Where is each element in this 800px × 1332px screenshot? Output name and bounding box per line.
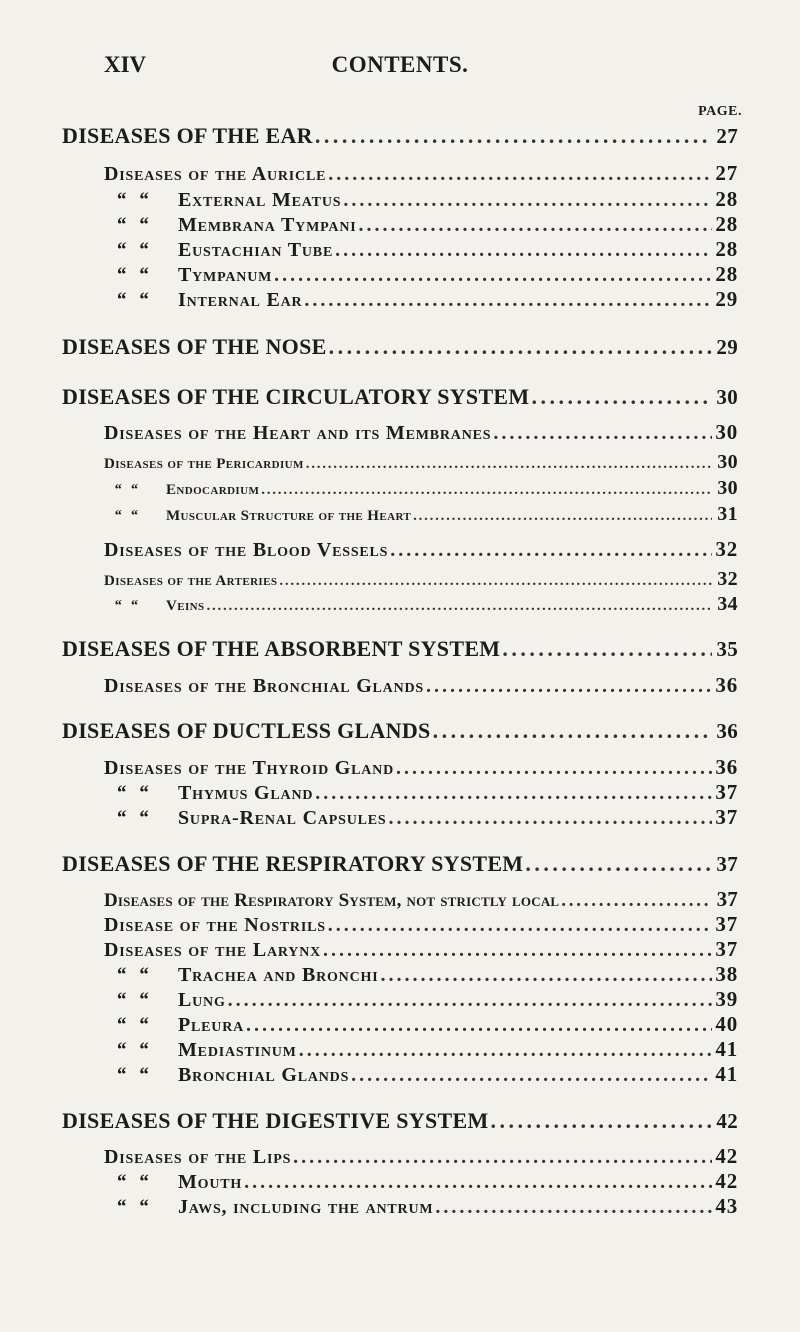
ditto-mark: “ — [130, 508, 139, 524]
toc-entry-thymus — [104, 780, 738, 805]
toc-entry-nostrils — [104, 912, 738, 937]
ditto-mark: “ — [138, 1064, 150, 1086]
entry-page: 32 — [717, 568, 738, 590]
toc-entry-heart — [104, 420, 738, 445]
entry-page: 28 — [715, 187, 738, 211]
entry-label: External Meatus — [178, 189, 342, 211]
toc-entry-external-meatus — [104, 187, 738, 212]
toc-section-nose — [62, 334, 738, 360]
ditto-mark: “ — [138, 1039, 150, 1061]
entry-page: 30 — [716, 385, 738, 409]
entry-page: 36 — [716, 719, 738, 743]
toc-section-respiratory — [62, 851, 738, 877]
toc-entry-eustachian-tube — [104, 237, 738, 262]
entry-page: 37 — [716, 852, 738, 876]
toc-entry-bronchial-glands — [104, 673, 738, 698]
entry-page: 37 — [716, 887, 738, 911]
entry-page: 35 — [716, 637, 738, 661]
entry-label: Pleura — [178, 1014, 245, 1036]
page-title: CONTENTS. — [331, 52, 469, 77]
toc-entry-supra-renal — [104, 805, 738, 830]
entry-page: 30 — [717, 451, 738, 473]
entry-label: Diseases of the Lips — [104, 1146, 292, 1168]
ditto-mark: “ — [138, 1014, 150, 1036]
entry-page: 36 — [715, 673, 738, 697]
entry-page: 27 — [715, 161, 738, 185]
entry-label: Tympanum — [178, 264, 273, 286]
entry-label: Diseases of the Arteries — [104, 573, 278, 589]
entry-page: 40 — [715, 1012, 738, 1036]
entry-page: 43 — [715, 1194, 738, 1218]
entry-label: Supra-Renal Capsules — [178, 807, 387, 829]
ditto-mark: “ — [138, 264, 150, 286]
entry-label: DISEASES OF THE RESPIRATORY SYSTEM — [62, 851, 524, 876]
ditto-mark: “ — [116, 289, 127, 311]
ditto-mark: “ — [138, 1171, 150, 1193]
toc-entry-jaws — [104, 1194, 738, 1219]
entry-label: Diseases of the Blood Vessels — [104, 539, 389, 561]
entry-label: Diseases of the Heart and its Membranes — [104, 422, 492, 444]
entry-page: 37 — [715, 780, 738, 804]
entry-label: Diseases of the Pericardium — [104, 456, 304, 472]
toc-section-absorbent — [62, 636, 738, 662]
toc-section-ductless — [62, 718, 738, 744]
ditto-mark: “ — [114, 508, 122, 524]
toc-entry-tympanum — [104, 262, 738, 287]
ditto-mark: “ — [116, 989, 127, 1011]
ditto-mark: “ — [138, 989, 150, 1011]
entry-label: Diseases of the Thyroid Gland — [104, 757, 395, 779]
entry-label: Diseases of the Bronchial Glands — [104, 675, 425, 697]
toc-section-ear — [62, 123, 738, 149]
toc-entry-thyroid — [104, 755, 738, 780]
entry-page: 27 — [716, 124, 738, 148]
toc-entry-auricle — [104, 161, 738, 186]
page-header — [0, 52, 800, 82]
ditto-mark: “ — [116, 807, 127, 829]
toc-entry-endocardium — [104, 477, 738, 500]
ditto-mark: “ — [130, 482, 139, 498]
entry-label: DISEASES OF THE EAR — [62, 123, 313, 148]
ditto-mark: “ — [114, 598, 122, 614]
toc-entry-pleura — [104, 1012, 738, 1037]
toc-entry-larynx — [104, 937, 738, 962]
toc-entry-lung — [104, 987, 738, 1012]
entry-label: Muscular Structure of the Heart — [166, 508, 412, 524]
entry-page: 28 — [715, 237, 738, 261]
entry-page: 41 — [715, 1062, 738, 1086]
entry-page: 28 — [715, 262, 738, 286]
ditto-mark: “ — [138, 189, 150, 211]
entry-label: Bronchial Glands — [178, 1064, 350, 1086]
entry-page: 32 — [715, 537, 738, 561]
entry-label: Jaws, including the antrum — [178, 1196, 434, 1218]
toc-entry-trachea — [104, 962, 738, 987]
ditto-mark: “ — [114, 482, 122, 498]
ditto-mark: “ — [116, 214, 127, 236]
entry-page: 36 — [715, 755, 738, 779]
entry-label: Disease of the Nostrils — [104, 914, 326, 936]
page-number: XIV — [104, 52, 147, 77]
entry-label: Eustachian Tube — [178, 239, 334, 261]
ditto-mark: “ — [116, 1171, 127, 1193]
toc-entry-internal-ear — [104, 287, 738, 312]
entry-label: Endocardium — [166, 482, 260, 498]
ditto-mark: “ — [138, 214, 150, 236]
toc-entry-pericardium — [104, 451, 738, 474]
entry-page: 34 — [717, 593, 738, 615]
toc-entry-bronchial-glands-resp — [104, 1062, 738, 1087]
toc-entry-respiratory-general — [104, 887, 738, 912]
ditto-mark: “ — [138, 1196, 150, 1218]
entry-page: 28 — [715, 212, 738, 236]
entry-label: Diseases of the Larynx — [104, 939, 322, 961]
toc-section-digestive — [62, 1108, 738, 1134]
ditto-mark: “ — [116, 1064, 127, 1086]
entry-page: 29 — [715, 287, 738, 311]
entry-label: Internal Ear — [178, 289, 303, 311]
ditto-mark: “ — [116, 964, 127, 986]
entry-page: 37 — [715, 912, 738, 936]
ditto-mark: “ — [116, 1196, 127, 1218]
entry-page: 39 — [715, 987, 738, 1011]
ditto-mark: “ — [138, 289, 150, 311]
entry-label: Mediastinum — [178, 1039, 297, 1061]
toc-entry-lips — [104, 1144, 738, 1169]
entry-page: 38 — [715, 962, 738, 986]
entry-label: DISEASES OF THE ABSORBENT SYSTEM — [62, 636, 501, 661]
entry-page: 30 — [717, 477, 738, 499]
ditto-mark: “ — [116, 264, 127, 286]
toc-entry-muscular-structure — [104, 503, 738, 526]
entry-label: DISEASES OF DUCTLESS GLANDS — [62, 718, 431, 743]
toc-entry-membrana-tympani — [104, 212, 738, 237]
entry-label: Lung — [178, 989, 226, 1011]
page-column-label: PAGE. — [698, 104, 742, 119]
toc-entry-mediastinum — [104, 1037, 738, 1062]
entry-page: 42 — [715, 1144, 738, 1168]
toc-section-circulatory — [62, 384, 738, 410]
entry-label: DISEASES OF THE CIRCULATORY SYSTEM — [62, 384, 530, 409]
entry-label: Diseases of the Auricle — [104, 163, 327, 185]
ditto-mark: “ — [116, 1039, 127, 1061]
entry-label: DISEASES OF THE NOSE — [62, 334, 327, 359]
ditto-mark: “ — [116, 239, 127, 261]
entry-page: 41 — [715, 1037, 738, 1061]
ditto-mark: “ — [138, 807, 150, 829]
ditto-mark: “ — [138, 964, 150, 986]
entry-page: 42 — [715, 1169, 738, 1193]
ditto-mark: “ — [130, 598, 139, 614]
entry-label: Veins — [166, 598, 205, 614]
entry-page: 30 — [715, 420, 738, 444]
entry-label: Membrana Tympani — [178, 214, 357, 236]
toc-entry-veins — [104, 593, 738, 616]
entry-label: Trachea and Bronchi — [178, 964, 379, 986]
ditto-mark: “ — [116, 189, 127, 211]
ditto-mark: “ — [116, 1014, 127, 1036]
entry-page: 42 — [716, 1109, 738, 1133]
entry-page: 29 — [716, 335, 738, 359]
entry-page: 31 — [717, 503, 738, 525]
entry-page: 37 — [715, 805, 738, 829]
toc-entry-blood-vessels — [104, 537, 738, 562]
ditto-mark: “ — [138, 239, 150, 261]
entry-label: DISEASES OF THE DIGESTIVE SYSTEM — [62, 1108, 489, 1133]
ditto-mark: “ — [116, 782, 127, 804]
entry-page: 37 — [715, 937, 738, 961]
toc-entry-arteries — [104, 568, 738, 591]
entry-label: Mouth — [178, 1171, 243, 1193]
entry-label: Thymus Gland — [178, 782, 314, 804]
entry-label: Diseases of the Respiratory System, not strictly local — [104, 890, 560, 911]
ditto-mark: “ — [138, 782, 150, 804]
toc-entry-mouth — [104, 1169, 738, 1194]
